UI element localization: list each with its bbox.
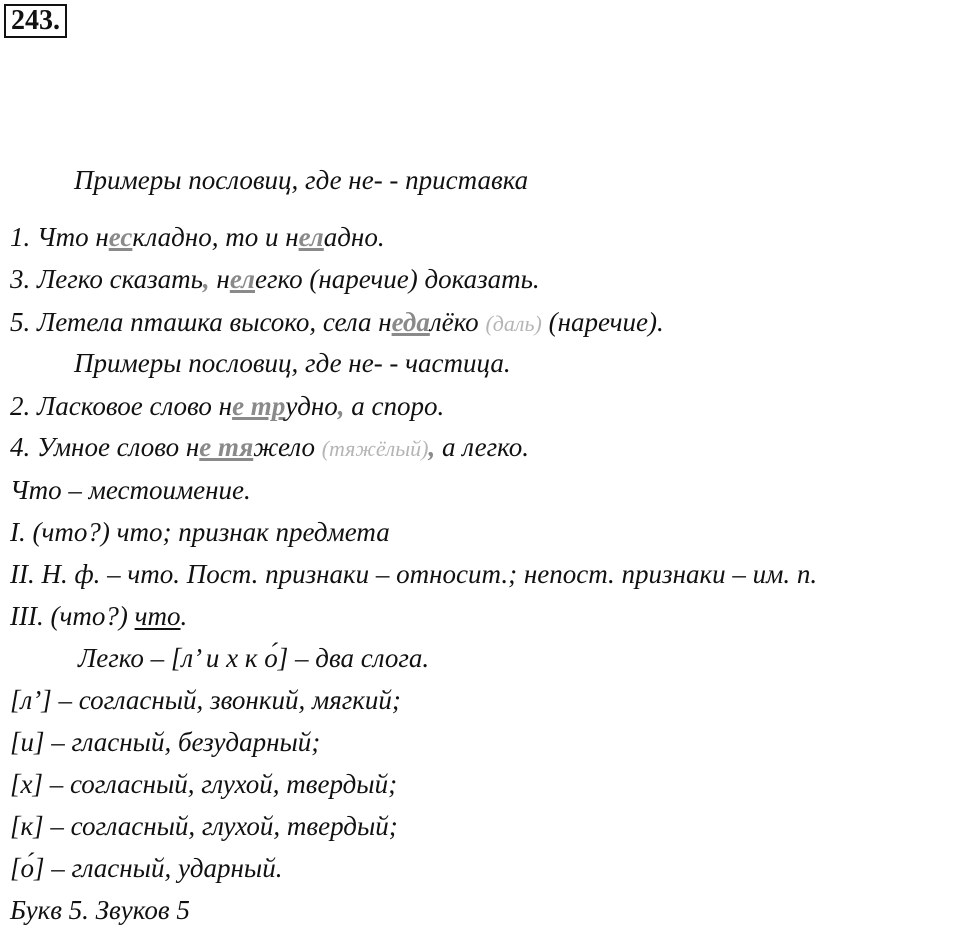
morph-line-2: II. Н. ф. – что. Пост. признаки – относит.; непост. признаки – им. п.	[10, 559, 818, 589]
phon-title: Легко – [л’ и х к о́] – два слога.	[78, 643, 430, 673]
heading-prefix: Примеры пословиц, где не- - приставка	[74, 165, 529, 195]
exercise-number: 243.	[4, 4, 67, 38]
proverb-3: 3. Легко сказать, нелегко (наречие) доказать.	[10, 264, 540, 294]
proverb-2: 2. Ласковое слово не трудно, а споро.	[10, 391, 445, 421]
proverb-4: 4. Умное слово не тяжело (тяжёлый), а легко.	[10, 432, 530, 462]
phon-sound-2: [и] – гласный, безударный;	[10, 727, 321, 757]
heading-particle: Примеры пословиц, где не- - частица.	[74, 348, 511, 378]
morph-line-1: I. (что?) что; признак предмета	[10, 517, 390, 547]
proverb-5: 5. Летела пташка высоко, села недалёко (даль) (наречие).	[10, 307, 664, 337]
proverb-1: 1. Что нескладно, то и неладно.	[10, 222, 385, 252]
phon-sound-1: [л’] – согласный, звонкий, мягкий;	[10, 685, 401, 715]
morph-line-3: III. (что?) что.	[10, 601, 188, 631]
morph-title: Что – местоимение.	[10, 475, 251, 505]
phon-sound-4: [к] – согласный, глухой, твердый;	[10, 811, 398, 841]
phon-count: Букв 5. Звуков 5	[10, 895, 190, 925]
phon-sound-5: [о́] – гласный, ударный.	[10, 853, 283, 883]
phon-sound-3: [х] – согласный, глухой, твердый;	[10, 769, 398, 799]
